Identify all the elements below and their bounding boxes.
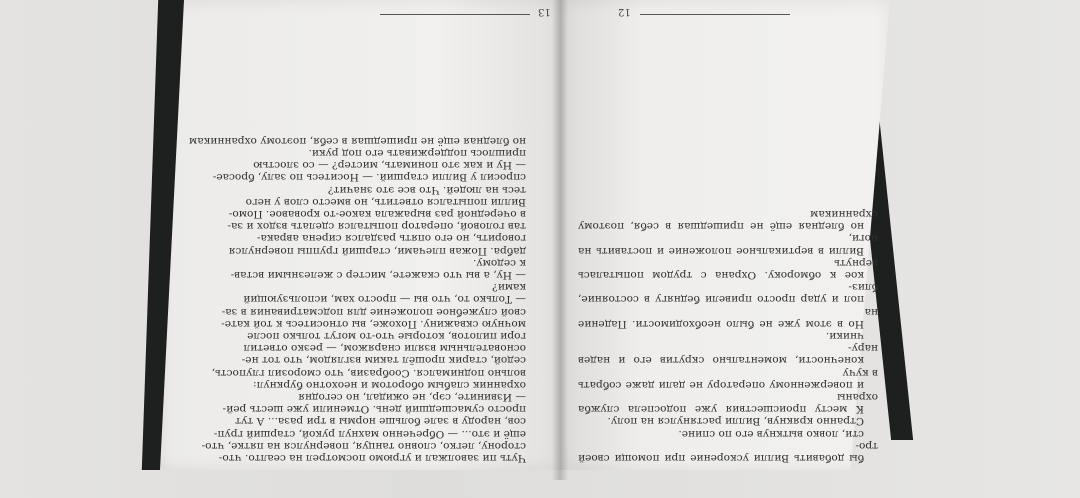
text-line: к седому.	[473, 256, 526, 269]
text-line: пол и удар просто привели беднягу в состояние, близ-	[578, 281, 878, 306]
text-line: седой, старик прошёл таким взглядом, что тот не-	[241, 354, 526, 367]
text-line: дабра. Пожав плечами, старший группы повернулся	[228, 244, 526, 257]
text-line: — Ну, а вы что скажете, мистер с железными встав-	[230, 268, 526, 281]
text-line: пришлось поддерживать его под руки.	[308, 146, 526, 159]
text-line: бы добавить Вилли ускорение при помощи своей тро-	[578, 439, 878, 464]
text-line: просто сумасшедший день. Отменили уже шесть рей-	[222, 403, 526, 416]
text-line: тесь на людей. Что все это значит?	[327, 183, 526, 196]
text-line: в очередной раз выражала какое-то кровавое. Помо-	[228, 207, 526, 220]
book-gutter	[552, 0, 568, 480]
page-footer-rule-right	[640, 14, 790, 15]
text-line: К месту происшествия уже подоспела служба охраны	[578, 390, 878, 416]
text-line: Но в этом уже не было необходимости. Падение на	[578, 305, 878, 330]
text-line: — Извините, сэр, не ожидал, но сегодня	[298, 390, 526, 403]
text-line: но бледная ещё не пришедшая в себя, поэтому охранникам	[189, 134, 526, 147]
text-line: сти, ловко выткнув его по спине.	[678, 427, 864, 440]
text-line: сов, народу в зале больше нормы в три раза... А тут	[235, 415, 526, 428]
text-line: ещё и это... — Обреченно махнул рукой, старший груп-	[213, 427, 526, 440]
text-line: конечности, моментально скрутив его и надев нару-	[578, 342, 878, 367]
text-line: — Только то, что вы — просто хам, использующий	[243, 293, 526, 306]
right-page-text	[578, 24, 878, 464]
text-line: мочную скважину. Похоже, вы относитесь к той кате-	[221, 317, 526, 330]
text-line: Вилли в вертикальное положение и поставить на ноги,	[578, 232, 878, 257]
text-line: ками?	[492, 281, 526, 294]
text-line: и поверженному оператору не дали даже собрать в кучу	[578, 366, 878, 391]
right-page-number: 12	[618, 6, 631, 17]
left-page-number: 13	[538, 6, 551, 17]
text-line: гори пилотов, которые что-то могут только после	[247, 329, 526, 342]
text-line: спросил у Вилли старший. — Носитесь по залу, бросае-	[212, 171, 526, 184]
text-line: сторону, легко, словно танцуя, повернулся на пятке, что-	[201, 439, 526, 452]
text-line: Странно крякнув, Вилли растянулся на полу.	[607, 415, 864, 428]
text-line: кое к обмороку. Охрана с трудом попыталась вернуть	[578, 256, 878, 281]
text-line: Вилли попытался ответить, но вместо слов у него	[245, 195, 526, 208]
text-line: охранник слабым оборотом и неохотно буркнул:	[253, 378, 526, 391]
text-line: но бледная ещё не пришедшая в себя, поэтому охранникам	[578, 207, 878, 233]
text-line: Чуть пи заволжал и угрюмо посмотрел на сеалто. что-	[218, 452, 526, 464]
page-footer-rule-left	[380, 14, 530, 15]
text-line: тав головой, оператор попытался сделать вздох и за-	[227, 220, 526, 233]
left-page-text	[178, 24, 540, 464]
text-line: свой служебное положение для подсматривания в за-	[221, 305, 526, 318]
text-line: говорить, но его опять раздался сирена аврака-	[256, 232, 526, 245]
text-line: основательным взяли снаряжом, — резко ответил	[243, 342, 526, 355]
text-line: — Ну и как это понимать, мистер? — со злостью	[253, 159, 526, 172]
text-line: чники.	[825, 329, 864, 342]
text-line: вольно поднимался. Сообразив, что сморозил глупость,	[211, 366, 526, 379]
